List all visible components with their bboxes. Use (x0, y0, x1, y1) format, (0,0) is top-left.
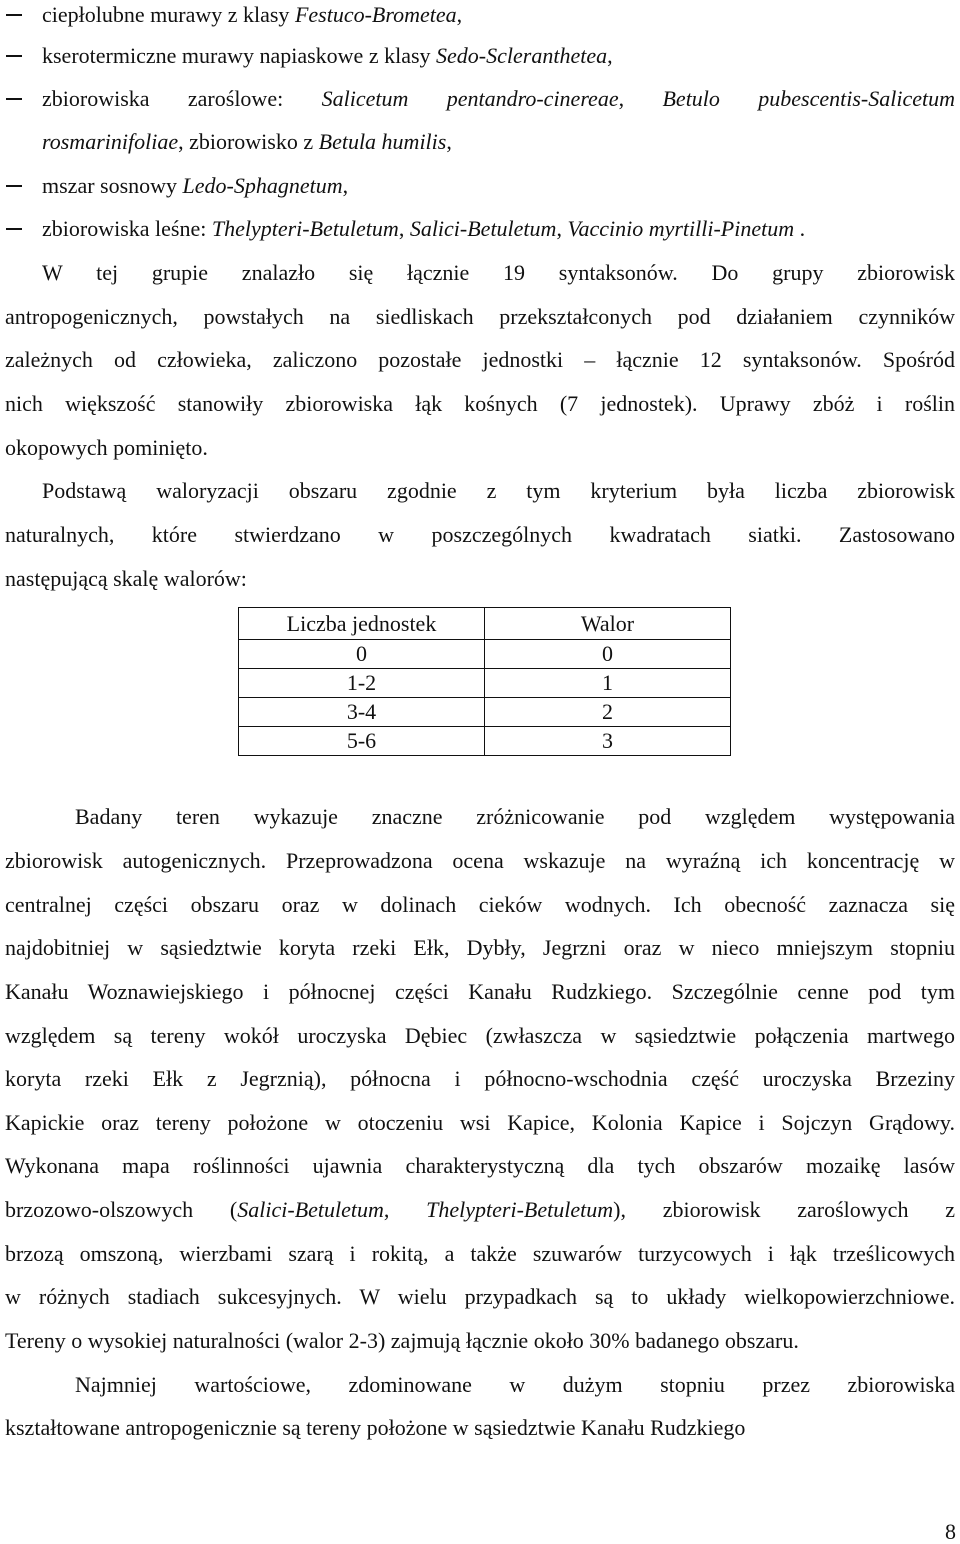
bullet-text: zbiorowiska leśne: Thelypteri-Betuletum, Salici-Betuletum, Vaccinio myrtilli-Pinetum . (42, 216, 806, 241)
bullet-continuation (0, 127, 960, 157)
dash-bullet-icon (6, 185, 22, 187)
paragraph-line: Badany teren wykazuje znaczne zróżnicowanie pod względem występowania (75, 804, 955, 829)
paragraph-line: zbiorowisk autogenicznych. Przeprowadzona ocena wskazuje na wyraźną ich koncentrację w (5, 848, 955, 873)
paragraph-line: brzozą omszoną, wierzbami szarą i rokitą, a także szuwarów turzycowych i łąk trześlicowych (5, 1241, 955, 1266)
bullet-text: zbiorowiska zaroślowe: Salicetum pentandro-cinereae, Betulo pubescentis-Salicetum (42, 86, 956, 111)
table-cell: 5-6 (239, 727, 485, 756)
paragraph-line: zależnych od człowieka, zaliczono pozostałe jednostki – łącznie 12 syntaksonów. Spośród (5, 347, 955, 372)
paragraph-line: W tej grupie znalazło się łącznie 19 syntaksonów. Do grupy zbiorowisk (42, 260, 955, 285)
paragraph-line: Wykonana mapa roślinności ujawnia charakterystyczną dla tych obszarów mozaikę lasów (5, 1153, 955, 1178)
bullet-item (0, 0, 960, 30)
bullet-text: kserotermiczne murawy napiaskowe z klasy Sedo-Scleranthetea, (42, 43, 613, 68)
paragraph-line: najdobitniej w sąsiedztwie koryta rzeki Ełk, Dybły, Jegrzni oraz w nieco mniejszym stopniu (5, 935, 955, 960)
paragraph-line: centralnej części obszaru oraz w dolinach cieków wodnych. Ich obecność zaznacza się (5, 892, 955, 917)
dash-bullet-icon (6, 98, 22, 100)
table-cell: 1 (485, 669, 731, 698)
paragraph-line: Tereny o wysokiej naturalności (walor 2-3) zajmują łącznie około 30% badanego obszaru. (5, 1328, 799, 1353)
table-row (239, 669, 731, 698)
dash-bullet-icon (6, 228, 22, 230)
page-number: 8 (945, 1519, 956, 1544)
bullet-text: ciepłolubne murawy z klasy Festuco-Brometea, (42, 2, 463, 27)
paragraph-line: następującą skalę walorów: (5, 566, 247, 591)
table-row (239, 698, 731, 727)
bullet-item (0, 171, 960, 201)
table-row (239, 640, 731, 669)
bullet-text: mszar sosnowy Ledo-Sphagnetum, (42, 173, 349, 198)
table-cell: 3-4 (239, 698, 485, 727)
bullet-item (0, 41, 960, 71)
dash-bullet-icon (6, 14, 22, 16)
table-cell: 0 (239, 640, 485, 669)
paragraph-line: naturalnych, które stwierdzano w poszczególnych kwadratach siatki. Zastosowano (5, 522, 955, 547)
valuation-table (238, 607, 731, 756)
bullet-item (0, 214, 960, 244)
table-header-cell: Liczba jednostek (239, 608, 485, 640)
paragraph-line: Kapickie oraz tereny położone w otoczeniu wsi Kapice, Kolonia Kapice i Sojczyn Grądowy. (5, 1110, 955, 1135)
paragraph-line: koryta rzeki Ełk z Jegrznią), północna i północno-wschodnia część uroczyska Brzeziny (5, 1066, 955, 1091)
paragraph-line: nich większość stanowiły zbiorowiska łąk kośnych (7 jednostek). Uprawy zbóż i roślin (5, 391, 955, 416)
paragraph-line: Kanału Woznawiejskiego i północnej części Kanału Rudzkiego. Szczególnie cenne pod tym (5, 979, 955, 1004)
paragraph-line: antropogenicznych, powstałych na siedliskach przekształconych pod działaniem czynników (5, 304, 955, 329)
bullet-text: rosmarinifoliae, zbiorowisko z Betula humilis, (42, 129, 452, 154)
dash-bullet-icon (6, 55, 22, 57)
table-header-row (239, 608, 731, 640)
bullet-item (0, 84, 960, 114)
table-cell: 3 (485, 727, 731, 756)
paragraph-line: względem są tereny wokół uroczyska Dębiec (zwłaszcza w sąsiedztwie połączenia martwego (5, 1023, 955, 1048)
paragraph-line: Podstawą waloryzacji obszaru zgodnie z tym kryterium była liczba zbiorowisk (42, 478, 955, 503)
paragraph-line: brzozowo-olszowych (Salici-Betuletum, Thelypteri-Betuletum), zbiorowisk zaroślowych z (5, 1197, 955, 1222)
paragraph-line: w różnych stadiach sukcesyjnych. W wielu przypadkach są to układy wielkopowierzchniowe. (5, 1284, 955, 1309)
table-row (239, 727, 731, 756)
table-header-cell: Walor (485, 608, 731, 640)
table-cell: 0 (485, 640, 731, 669)
paragraph-line: kształtowane antropogenicznie są tereny położone w sąsiedztwie Kanału Rudzkiego (5, 1415, 746, 1440)
table-cell: 1-2 (239, 669, 485, 698)
paragraph-line: Najmniej wartościowe, zdominowane w dużym stopniu przez zbiorowiska (75, 1372, 955, 1397)
table-cell: 2 (485, 698, 731, 727)
paragraph-line: okopowych pominięto. (5, 435, 208, 460)
